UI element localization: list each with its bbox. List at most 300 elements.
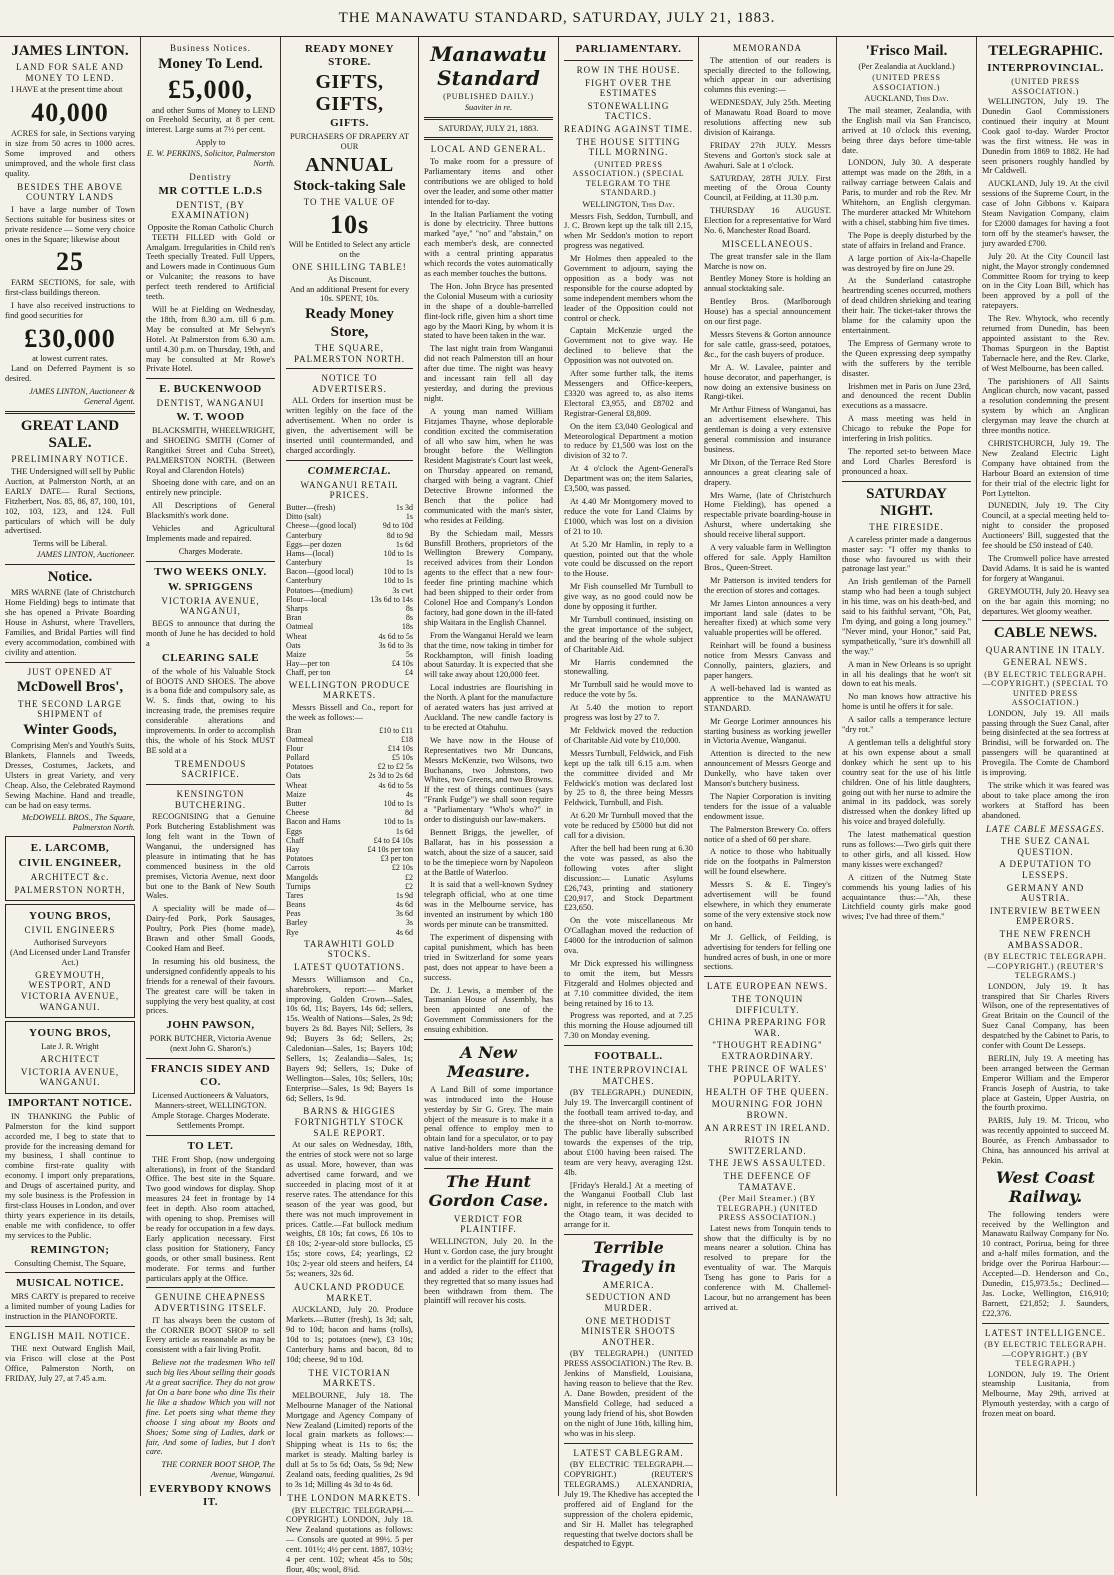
article-paragraph: On the item £3,040 Geological and Meteorological Department a motion to reduce by £1,500 was lost on the division of 32 to 7. [564, 421, 693, 461]
article-paragraph: Mrs Warne, (late of Christchurch Home Fielding), has opened a respectable private boarding-house in Ashurst, where undertaking she should receive liberal support. [704, 490, 831, 540]
fireside-head: THE FIRESIDE. [869, 522, 944, 533]
sub-heading: INTERVIEW BETWEEN EMPERORS. [989, 905, 1102, 927]
article-paragraph: Mr Harris condemned the stonewalling. [564, 657, 693, 677]
item-name: Eggs—per dozen [286, 539, 342, 549]
article-paragraph: A well-behaved lad is wanted as apprentice to the MANAWATU STANDARD. [704, 683, 831, 713]
tragedy-sub-2: ONE METHODIST MINISTER SHOOTS ANOTHER. [581, 1315, 676, 1347]
discount-text: As Discount. [327, 274, 372, 284]
table-row [286, 891, 413, 900]
table-row [286, 632, 413, 641]
latest-intelligence-text: LONDON, July 19. The Orient steamship Lusitania, from Melbourne, May 29th, arrived at Plymouth yesterday, with a cargo of frozen meat on board. [982, 1369, 1109, 1419]
divider [564, 1045, 693, 1046]
spriggens-text: BEGS to announce that during the month of June he has decided to hold a [146, 618, 275, 648]
table-row [286, 659, 413, 668]
item-price: £5 10s [391, 753, 413, 763]
item-name: Bacon—(good local) [286, 567, 354, 577]
item-price: 3s cwt [392, 585, 413, 595]
article-paragraph: The experiment of dispensing with capital punishment, which has been tried in Switzerland for some years past, does not appear to have been a success. [424, 933, 553, 982]
divider [424, 117, 553, 120]
annual-head: ANNUAL [305, 153, 394, 176]
larcomb-ad [5, 836, 135, 901]
article-paragraph: The Hon. John Bryce has presented the Colonial Museum with a curiosity in the shape of a double-barrelled flint-lock rifle, given him a short time ago by the Maori King, by whom it is stated to have been taken in the war. [424, 281, 553, 341]
sub-heading: A DEPUTATION TO LESSEPS. [999, 859, 1092, 881]
produce-table [286, 726, 413, 937]
pawson-sub: PORK BUTCHER, Victoria Avenue (next John G. Sharon's.) [149, 1034, 272, 1054]
parliamentary-sub-3: STONEWALLING TACTICS. [587, 100, 670, 122]
item-price: £18 [401, 734, 413, 744]
notice-advertisers-text: ALL Orders for insertion must be written legibly on the face of the advertisement. When no order is given, the advertisement will be inserted until countermanded, and charged accordingly. [286, 396, 413, 455]
item-price: 3s 6d to 3s [378, 640, 413, 650]
cottle-name: MR COTTLE L.D.S [158, 184, 263, 197]
column-1 [0, 37, 140, 1496]
great-land-sale-head: GREAT LAND SALE. [20, 417, 120, 452]
item-price: £10 to £11 [379, 725, 413, 735]
mcdowell-signature: McDOWELL BROS., The Square, Palmerston North. [21, 813, 135, 833]
table-row [286, 604, 413, 613]
memoranda-items [704, 98, 831, 236]
musical-notice-text: MRS CARTY is prepared to receive a limited number of young Ladies for instruction in the PIANOFORTE. [5, 1292, 135, 1322]
article-paragraph: The Pope is deeply disturbed by the state of affairs in Ireland and France. [842, 230, 971, 250]
column-7 [836, 37, 976, 1496]
item-price: 9d to 10d [382, 521, 413, 531]
article-paragraph: From the Wanganui Herald we learn that the time, now taking in timber for Rockhampton, will finish loading about Saturday. It is expected that she will take away about 120,000 feet. [424, 630, 553, 680]
article-paragraph: Attention is directed to the new announcement of Messrs George and Dunkelly, who have taken over Manson's butchery business. [704, 749, 831, 789]
tragedy-sub: SEDUCTION AND MURDER. [585, 1292, 672, 1314]
cable-news-sub-2: GENERAL NEWS. [1003, 657, 1088, 668]
larcomb-place: PALMERSTON NORTH, [14, 884, 126, 895]
produce-head: WELLINGTON PRODUCE MARKETS. [288, 679, 411, 701]
article-paragraph: A notice to those who habitually ride on the footpaths in Palmerston will be found elsewhere. [704, 847, 831, 877]
article-paragraph: In the Italian Parliament the voting is done by electricity. Three buttons marked "aye," "no" and "abstain," on each member's desk, are connected with a central printing apparatus which records the votes automatically as each member touches the buttons. [424, 209, 553, 279]
item-name: Peas [286, 909, 301, 919]
cable-news-sub: QUARANTINE IN ITALY. [985, 644, 1106, 655]
article-paragraph: A mass meeting was held in Chicago to rebuke the Pope for interfering in Irish politics. [842, 414, 971, 444]
parliamentary-body [564, 212, 693, 1042]
cheapness-poem: Believe not the tradesmen Who tell such big lies About selling their goods At a great sacrifice. They do not grow fat On a bare bone who dine Tis their lie like a shadow Which you will not fine. Let poets sing what theme they choose I sing about my Boots and Shoes; Some sing of Ladies, dark or fair, And some of ladies, but I don't care. [146, 1358, 275, 1457]
item-name: Hay—per ton [286, 659, 330, 669]
ready-money-store-address: THE SQUARE, PALMERSTON NORTH. [294, 342, 405, 364]
item-price: 18s [401, 622, 413, 632]
item-name: Turnips [286, 881, 311, 891]
table-row [286, 873, 413, 882]
article-paragraph: The Palmerston Brewery Co. offers notice of a shed of 60 per share. [704, 824, 831, 844]
select-text: Will be Entitled to Select any article on the [288, 240, 411, 260]
item-price: £2 to £2 5s [377, 762, 413, 772]
gifts-text: PURCHASERS OF DRAPERY AT OUR [289, 131, 410, 151]
item-name: Canterbury [286, 530, 322, 540]
article-paragraph: A very valuable farm in Wellington offered for sale. Apply Hamilton Bros., Queen-Street. [704, 543, 831, 572]
table-row [286, 531, 413, 540]
table-row [286, 613, 413, 622]
hunt-gordon-head: The Hunt Gordon Case. [428, 1172, 549, 1210]
frisco-mail-head: 'Frisco Mail. [865, 43, 948, 59]
article-paragraph: A large portion of Aix-la-Chapelle was destroyed by fire on June 29. [842, 253, 971, 273]
item-price: 10d to 1s [383, 799, 413, 809]
victorian-markets-text: MELBOURNE, July 18. The Melbourne Manager of the National Mortgage and Agency Company of New Zealand (Limited) reports of the local grain markets as follows:— Shipping wheat is 11s to 6s; the market is steady. Malting barley is dull at 5s to 5s 6d; Oats, 5s 9d; New Zealand oats, feeding qualities, 2s 9d to 3s 1d; Milling 4s 3d to 4s 6d. [286, 1390, 413, 1490]
item-name: Carrots [286, 863, 310, 873]
column-8 [976, 37, 1114, 1496]
item-name: Rye [286, 927, 299, 937]
linton-acres-num: 40,000 [31, 98, 109, 128]
article-paragraph: Local industries are flourishing in the North. A plant for the manufacture of aerated waters has just arrived at Auckland. The new candle factory is to be erected at Otahuhu. [424, 683, 553, 732]
article-paragraph: DUNEDIN, July 19. The City Council, at a special meeting held to-night to consider the proposed Auctioneers' Bill, suggested that the fee should be £50 instead of £40. [982, 501, 1109, 551]
article-paragraph: Mr A. W. Lavalee, painter and house decorator, and paperhanger, is now doing an extensive business on Rangi-tikei. [704, 362, 831, 402]
money-to-lend-head: Money To Lend. [158, 55, 263, 72]
divider [982, 620, 1109, 621]
linton-money-intro: I have also received instructions to find good securities for [5, 300, 135, 320]
cheapness-text: IT has always been the custom of the CORNER BOOT SHOP to sell Every article as reasonable as may be consistent with a fair living Profit. [146, 1315, 275, 1355]
divider [564, 1443, 693, 1444]
tremendous-sacrifice: TREMENDOUS SACRIFICE. [174, 758, 247, 780]
article-paragraph: Reinhart will be found a business notice from Messrs Canvass and Connolly, painters, glaziers, and paper hangers. [704, 641, 831, 680]
article-paragraph: Bentley Bros. (Marlborough House) has a special announcement on our first page. [704, 297, 831, 327]
table-row [286, 744, 413, 753]
divider [146, 378, 275, 379]
article-paragraph: Bentley Money Store is holding an annual stocktaking sale. [704, 274, 831, 294]
table-row [286, 586, 413, 595]
article-paragraph: Dr. J. Lewis, a member of the Tasmanian House of Assembly, has been appointed one of the Government Commissioners for the ensuing exhibition. [424, 985, 553, 1035]
divider [146, 1058, 275, 1059]
masthead-title: THE MANAWATU STANDARD, SATURDAY, JULY 21, 1883. [338, 10, 776, 26]
article-paragraph: Progress was reported, and at 7.25 this morning the House adjourned till 7.30 on Monday evening. [564, 1011, 693, 1041]
telegraphic-head: TELEGRAPHIC. [988, 43, 1103, 59]
west-coast-railway-head: West Coast Railway. [996, 1167, 1095, 1206]
table-row [286, 790, 413, 799]
table-row [286, 827, 413, 836]
table-row [286, 781, 413, 790]
spriggens-name: W. SPRIGGENS [167, 580, 254, 593]
football-head: FOOTBALL. [594, 1050, 663, 1063]
article-paragraph: The mail steamer, Zealandia, with the English mail via San Francisco, arrived at 10 o'clock this evening, being three days before time-table date. [842, 105, 971, 155]
column-5 [558, 37, 698, 1549]
notice-head: Notice. [47, 569, 93, 586]
table-row [286, 882, 413, 891]
cottle-sub: DENTIST, (BY EXAMINATION) [171, 199, 250, 221]
item-price: 4s 6d to 5s [378, 631, 413, 641]
young-bros-name: YOUNG BROS, [29, 910, 111, 923]
late-cable-head: LATE CABLE MESSAGES. [986, 823, 1105, 834]
mcdowell-name: McDowell Bros', [16, 679, 124, 696]
gifts-head-2: GIFTS. [330, 116, 369, 129]
football-sub: THE INTERPROVINCIAL MATCHES. [568, 1065, 689, 1086]
article-paragraph: AUCKLAND, July 19. At the civil sessions of the Supreme Court, in the case of John Gibbons v. Kaipara Steam Navigation Company, claim for £2000 damages for having a foot torn off by the steamer's hawser, the jury awarded £700. [982, 179, 1109, 248]
article-paragraph: Mr Arthur Fitness of Wanganui, has an advertisement elsewhere. This gentleman is doing a very extensive general commission and insurance business. [704, 405, 831, 454]
column-3 [280, 37, 418, 1574]
article-paragraph: Mr Dixon, of the Terrace Red Store announces a great clearing sale of drapery. [704, 457, 831, 487]
item-price: 8s [405, 604, 413, 614]
divider [564, 60, 693, 61]
memoranda-item: FRIDAY 27th JULY. Messrs Stevens and Gorton's stock sale at Awahuri. Sale at 1 o'clock. [704, 140, 831, 170]
item-price: 1s [405, 512, 413, 522]
table-row [286, 799, 413, 808]
money-amount: £5,000, [168, 74, 253, 104]
berlin-text: BERLIN, July 19. A meeting has been arranged between the German Emperor William and the Emperor Francis Joseph of Austria, to take place at Gastein, Upper Austria, on the fourth proximo. [982, 1053, 1109, 1113]
memoranda-text: The attention of our readers is specially directed to the following, which appear in our advertising columns this evening:— [704, 55, 831, 95]
miscellaneous-head: MISCELLANEOUS. [721, 239, 814, 250]
barns-head: BARNS & HIGGIES FORTNIGHTLY STOCK SALE REPORT. [294, 1106, 405, 1138]
memoranda-item: WEDNESDAY, July 25th. Meeting of Manawatu Road Board to move resolutions affecting new sub division of Kairanga. [704, 98, 831, 137]
wood-text-3: All Descriptions of General Blacksmith's work done. [146, 501, 275, 521]
article-paragraph: By the Schiedam mail, Messrs Bunsfill Brothers, proprietors of the Wellington Brewery Company, received advices from their London agents to the effect that a new four-feeder fine printing machine which had been shipped to their order from Colonel Hoe and Company's London factory, had gone down in the ill-fated ship Waitara in the English Channel. [424, 528, 553, 627]
local-general-head: LOCAL AND GENERAL. [430, 144, 547, 155]
divider [5, 411, 135, 414]
article-paragraph: Mr Turnbull said he would move to reduce the vote by 5s. [564, 680, 693, 700]
corner-boot-shop-signature: THE CORNER BOOT SHOP, The Avenue, Wanganui. [161, 1460, 275, 1480]
article-paragraph: LONDON, July 30. A desperate attempt was made on the 28th, in a railway carriage between Calais and Paris, to murder and rob the Rev. Mr Whitehorn, an English clergyman. The murderer attacked Mr Whitehorn with a chisel, stabbing him five times. [842, 158, 971, 227]
item-price: 5s [405, 649, 413, 659]
item-price: 3s 6d [395, 909, 413, 919]
sub-heading: THE JEWS ASSAULTED. [709, 1158, 826, 1169]
sub-heading: AN ARREST IN IRELAND. [704, 1122, 831, 1133]
item-price: 1s 6d [395, 826, 413, 836]
item-name: Sharps [286, 604, 308, 614]
article-paragraph: At the Sunderland catastrophe heartrending scenes occurred, mothers of dead children shrieking and tearing their hair. The ticket-taker throws the blame for the calamity upon the entertainment. [842, 276, 971, 335]
sub-heading: THE PRINCE OF WALES' POPULARITY. [707, 1063, 828, 1085]
business-notices-label: Business Notices. [170, 43, 251, 53]
musical-notice-head: MUSICAL NOTICE. [16, 1277, 124, 1290]
linton-money-rate: at lowest current rates. [32, 354, 108, 364]
cable-news-credit: (BY ELECTRIC TELEGRAPH.—COPYRIGHT.) (SPECIAL TO UNITED PRESS ASSOCIATION.) [982, 669, 1109, 708]
divider [5, 1326, 135, 1327]
item-name: Pollard [286, 753, 310, 763]
gifts-head: GIFTS, GIFTS, [315, 70, 384, 115]
article-paragraph: A sailor calls a temperance lecture "dry rot." [842, 715, 971, 735]
item-name: Flour—local [286, 594, 327, 604]
tragedy-head: Terrible Tragedy in [581, 1238, 676, 1276]
mcdowell-desc: Comprising Men's and Youth's Suits, Blankets, Flannels and Tweeds, Dresses, Costumes, Jackets, and Ulsters in great Variety, and very Cheap. Also, the Celebrated Raymond Sewing Machine. Hand and treadle, can be had on easy terms. [5, 741, 135, 810]
article-paragraph: The Cromwell police have arrested David Adams. It is said he is wanted for forgery at Wanganui. [982, 553, 1109, 583]
item-name: Canterbury [286, 558, 322, 568]
two-weeks-head: TWO WEEKS ONLY. [154, 565, 267, 578]
item-name: Ditto (salt) [286, 512, 321, 522]
great-land-sale-sub: PRELIMINARY NOTICE. [11, 454, 129, 465]
article-paragraph: Messrs Fish, Seddon, Turnbull, and J. C. Brown kept up the talk till 2.15, when Mr Seddon's motion to report progress was negatived. [564, 211, 693, 251]
francis-sidey-text-3: Settlements Prompt. [176, 1120, 245, 1130]
young-bros-engineers-ad [5, 904, 135, 1018]
item-name: Bran [286, 725, 302, 735]
article-paragraph: A man in New Orleans is so upright in all his dealings that he won't sit down to eat his meals. [842, 659, 971, 689]
late-cable-text: LONDON, July 19. It has transpired that Sir Charles Rivers Wilson, one of the representatives of Great Britain on the Council of the Suez Canal Company, has been despatched by the Cabinet to Paris, to confer with Count De Lesseps. [982, 981, 1109, 1051]
article-paragraph: Mr Fish counselled Mr Turnbull to give way, as no good could now be done by opposing it further. [564, 582, 693, 612]
table-row [286, 540, 413, 549]
item-price: 4s [405, 789, 413, 799]
newspaper-page [0, 37, 1114, 1574]
divider [842, 481, 971, 482]
football-friday: [Friday's Herald.] At a meeting of the Wanganui Football Club last night, in reference to the match with the Otago team, it was decided to arrange for it. [564, 1180, 693, 1230]
item-price: £4 [405, 668, 413, 678]
item-name: Bacon and Hams [286, 817, 341, 827]
column-6 [698, 37, 836, 1496]
article-paragraph: WELLINGTON, July 19. The Dunedin Gaol Commissioners continued their inquiry at Mount Cook gaol to-day. Warder Proctor was the first witness. He was in Dunedin from 1869 to 1882. He had seen prisoners roughly handled by Mr Caldwell. [982, 97, 1109, 176]
miscellaneous-body [704, 252, 831, 973]
mcdowell-intro: JUST OPENED AT [27, 666, 113, 677]
auckland-produce-text: AUCKLAND, July 20. Produce Markets.—Butter (fresh), 1s 3d; salt, 9d to 10d; bacon and hams (rolls), 10d to 1s; potatoes (new), £3 10s; Canterbury hams and bacon, 8d to 10d; cheese, 9d to 10d. [286, 1305, 413, 1364]
table-row [286, 863, 413, 872]
item-name: Potatoes [286, 854, 314, 864]
linton-text: I HAVE at the present time about [11, 85, 123, 95]
francis-sidey-name: FRANCIS SIDEY AND CO. [150, 1063, 271, 1089]
item-name: Cheese—(good local) [286, 521, 356, 531]
london-markets-head: THE LONDON MARKETS. [287, 1492, 412, 1503]
item-price: 10d to 1s [383, 548, 413, 558]
saturday-night-head: SATURDAY NIGHT. [866, 485, 947, 519]
gold-stocks-sub: LATEST QUOTATIONS. [293, 962, 406, 973]
young-bros-architect-ad [5, 1021, 135, 1094]
article-paragraph: The Napier Corporation is inviting tenders for the issue of a valuable endowment issue. [704, 791, 831, 821]
article-paragraph: On the vote miscellaneous Mr O'Callaghan moved the reduction of £4000 for the introduction of salmon ova. [564, 916, 693, 956]
telegraphic-body [982, 97, 1109, 616]
table-row [286, 726, 413, 735]
sub-heading: GERMANY AND AUSTRIA. [1006, 882, 1085, 904]
auckland-produce-head: AUCKLAND PRODUCE MARKET. [294, 1281, 405, 1303]
divider [146, 1135, 275, 1136]
article-paragraph: Mr James Linton announces a very important land sale (dates to be hereafter fixed) at which some very valuable properties will be offered. [704, 598, 831, 638]
paris-text: PARIS, July 19. M. Tricou, who was recently appointed to succeed M. Bourée, as French Ambassador to China, has announced his arrival at Pekin. [982, 1116, 1109, 1166]
table-row [286, 762, 413, 771]
young-bros-title: CIVIL ENGINEERS [24, 925, 116, 936]
notice-text: MRS WARNE (late of Christchurch Home Fielding) begs to intimate that she has opened a Private Boarding House in Ashurst, where Travellers, Families, and Bridal Parties will find every accommodation, combined with civility and attention. [5, 588, 135, 657]
sub-heading: HEALTH OF THE QUEEN. [705, 1086, 830, 1097]
column-2 [140, 37, 280, 1509]
item-price: 1s 6d [395, 539, 413, 549]
item-price: £4 10s [391, 659, 413, 669]
sub-heading: "THOUGHT READING" EXTRAORDINARY. [712, 1040, 823, 1061]
article-paragraph: Messrs Turnbull, Feldwick, and Fish kept up the talk till 6.15 a.m. when the committee divided and Mr Feldwick's motion was declared lost by 25 to 8, the three being Messrs Feldwick, Turnbull, and Fish. [564, 748, 693, 808]
pawson-name: JOHN PAWSON, [166, 1019, 255, 1032]
item-name: Eggs [286, 826, 302, 836]
article-paragraph: Mr Feldwick moved the reduction of Charitable Aid vote by £10,000. [564, 726, 693, 745]
item-price: 1s [405, 558, 413, 568]
sub-heading: CHINA PREPARING FOR WAR. [708, 1017, 827, 1038]
tragedy-head-2: AMERICA. [602, 1279, 655, 1290]
article-paragraph: After some further talk, the items Messengers and Office-keepers, £3320 was agreed to, as also items Electoral £3,955, and £8702 and Registrar-General £8,809. [564, 369, 693, 418]
late-european-subheads [704, 994, 831, 1192]
saturday-night-body [842, 535, 971, 923]
article-paragraph: Mr Patterson is invited tenders for the erection of stores and cottages. [704, 575, 831, 595]
late-european-text: Latest news from Tonquin tends to show that the difficulty is by no means nearer a solution. China has resolved to prepare for the eventuality of war. The Marquis Tseng has gone to Paris for a conference with M. Challemel-Lacour, but no arrangement has been arrived at. [704, 1223, 831, 1312]
linton-deferred: Land on Deferred Payment is so desired. [5, 364, 135, 384]
important-notice-head: IMPORTANT NOTICE. [7, 1096, 133, 1109]
table-row [286, 771, 413, 780]
item-name: Oatmeal [286, 622, 314, 632]
parliamentary-sub-1: ROW IN THE HOUSE. [576, 64, 681, 75]
item-name: Oatmeal [286, 734, 314, 744]
parliamentary-credit: (UNITED PRESS ASSOCIATION.) (SPECIAL TELEGRAM TO THE STANDARD.) [572, 159, 685, 198]
produce-intro: Messrs Bissell and Co., report for the week as follows:— [286, 702, 413, 722]
sub-heading: RIOTS IN SWITZERLAND. [728, 1135, 807, 1156]
article-paragraph: The great transfer sale in the Ilam Marche is now on. [704, 251, 831, 271]
article-paragraph: Mr Holmes then appealed to the Government to adjourn, saying the opposition as a body was not responsible for the course adopted by some independent members whom the leader of the Opposition could not control or check. [564, 254, 693, 323]
cable-news-text-2: The strike which it was feared was about to take place among the iron workers at Stafford has been abandoned. [982, 780, 1109, 820]
article-paragraph: At 5.20 Mr Hamlin, in reply to a question, pointed out that the whole vote could be discussed on the report to the House. [564, 539, 693, 579]
item-price: 2s 3d to 2s 6d [368, 771, 413, 781]
tragedy-text: (BY TELEGRAPH.) (UNITED PRESS ASSOCIATION.) The Rev. B. Jenkins of Mansfield, Louisiana, having reason to believe that the Rev. A. Dane Bowden, president of the Mansfield College, had seduced a young lady friend of his, shot Bowden on the night of June 16th, killing him, who was in his sleep. [564, 1349, 693, 1438]
item-name: Maize [286, 649, 306, 659]
divider [146, 784, 275, 785]
ten-shillings: 10s [329, 209, 370, 239]
item-price: £14 10s [387, 743, 413, 753]
divider [286, 368, 413, 369]
article-paragraph: The latest mathematical question runs as follows:—Two girls quit there to other girls, and all kissed. How many kisses were exchanged? [842, 830, 971, 869]
item-name: Maize [286, 789, 306, 799]
linton-sections-text: FARM SECTIONS, for sale, with first-class buildings thereon. [5, 278, 135, 297]
divider [564, 1234, 693, 1235]
article-paragraph: The Empress of Germany wrote to the Queen expressing deep sympathy with the sufferers by the terrible disaster. [842, 338, 971, 378]
larcomb-title: CIVIL ENGINEER, [18, 857, 122, 870]
great-land-sale-terms: Terms will be Liberal. [32, 539, 108, 549]
late-european-head: LATE EUROPEAN NEWS. [706, 981, 829, 992]
article-paragraph: At 4.40 Mr Montgomery moved to reduce the vote for Land Claims by £1000, which was lost on a division of 21 to 10. [564, 496, 693, 536]
article-paragraph: At 5.40 the motion to report progress was lost by 27 to 7. [564, 703, 693, 723]
local-general-body [424, 157, 553, 1035]
item-name: Cheese [286, 808, 310, 818]
divider [146, 1287, 275, 1288]
table-row [286, 900, 413, 909]
item-name: Butter [286, 799, 306, 809]
wood-name: W. T. WOOD [176, 410, 245, 423]
parliamentary-sub-2: FIGHT OVER THE ESTIMATES [585, 77, 672, 99]
value-label: TO THE VALUE OF [303, 196, 396, 207]
item-price: £2 [405, 881, 413, 891]
divider [146, 561, 275, 562]
article-paragraph: A young man named William Fitzjames Thayne, whose deplorable condition excited the commiseration of all who saw him, when he was brought before the Wellington Resident Magistrate's Court last week, on Thursday appeared on remand, charged with being a vagrant. Chief Detective Browne informed the Bench that the police had communicated with the man's sister, who resides at Feilding. [424, 406, 553, 525]
butchering-end: In resuming his old business, the undersigned confidently appeals to his friends for a renewal of their favours. The greatest care will be taken in supplying the very best quality, at cost prices. [146, 956, 275, 1016]
article-paragraph: At 6.20 Mr Turnbull moved that the vote be reduced by £5000 but did not call for a division. [564, 811, 693, 841]
article-paragraph: GREYMOUTH, July 20. Heavy sea on the bar again this morning; no departures. Wet gloomy weather. [982, 586, 1109, 616]
equiv-text: And an additional Present for every 10s. SPENT, 10s. [289, 284, 410, 304]
newspaper-nameplate: Manawatu Standard [430, 42, 547, 90]
item-name: Beans [286, 900, 306, 910]
divider [5, 1272, 135, 1273]
sub-heading: THE TONQUIN DIFFICULTY. [731, 993, 804, 1015]
article-paragraph: No man knows how attractive his home is until he offers it for sale. [842, 692, 971, 712]
table-row [286, 567, 413, 576]
item-name: Wheat [286, 631, 307, 641]
money-text: and other Sums of Money to LEND on Freehold Security, at 8 per cent. interest. Large sums at 7½ per cent. [146, 105, 275, 135]
memoranda-item: SATURDAY, 28TH JULY. First meeting of the Oroua County Council, at Feilding, at 11.30 p.m. [704, 173, 831, 203]
item-name: Bran [286, 613, 302, 623]
football-text: (BY TELEGRAPH.) DUNEDIN, July 19. The Invercargill continent of the football team arrived to-day, and the three-shot on North to-morrow. The public have liberally subscribed towards the expenses of the trip, about £100 having been raised. The team are very heavy, averaging 12st. 4lb. [564, 1088, 693, 1177]
table-row [286, 595, 413, 604]
linton-besides: BESIDES THE ABOVE COUNTRY LANDS [17, 181, 123, 203]
parliamentary-sub-4: READING AGAINST TIME. [564, 124, 693, 135]
sub-heading: MOURNING FOR JOHN BROWN. [711, 1099, 824, 1121]
article-paragraph: Irishmen met in Paris on June 23rd, and denounced the recent Dublin executions as a massacre. [842, 381, 971, 411]
parliamentary-head: PARLIAMENTARY. [575, 43, 682, 55]
young-bros-2-title: ARCHITECT [40, 1054, 100, 1065]
article-paragraph: Messrs S. & E. Tingey's advertisement will be found elsewhere, in which they enumerate some of the very extensive stock now on hand. [704, 880, 831, 929]
clearing-sale-text: of the whole of his Valuable Stock of BOOTS AND SHOES. The above is a bona fide and compulsory sale, as W. S. finds that, owing to his increasing trade, the premises require considerable alterations and improvements. In order to accomplish this, the whole of his Stock MUST BE sold at a [146, 666, 275, 755]
cable-news-text: LONDON, July 19. All mails passing through the Suez Canal, after being disinfected at the sea fortress at Brindisi, will be forwarded on. The passengers will be quarantined at Provegila. The Comte de Chambord is improving. [982, 708, 1109, 778]
article-paragraph: The reported set-to between Mace and Lord Charles Beresford is pronounced a hoax. [842, 446, 971, 476]
buckenwood-name: E. BUCKENWOOD [159, 383, 262, 396]
item-price: 1s 3d [395, 502, 413, 512]
larcomb-sub: ARCHITECT &c. [30, 872, 110, 883]
issue-date: SATURDAY, JULY 21, 1883. [438, 123, 539, 133]
latest-cablegram-text: (BY ELECTRIC TELEGRAPH.—COPYRIGHT.) (REUTER'S TELEGRAMS.) ALEXANDRIA, July 19. The Khedive has accepted the proffered aid of England for the suppression of the cholera epidemic, and Sir H. Mallet has telegraphed requesting that twelve doctors shall be despatched to Egypt. [564, 1460, 693, 1549]
article-paragraph: Mr Dick expressed his willingness to omit the item, but Messrs Fitzgerald and Holmes objected and at 7.10 committee divided, the item being retained by 16 to 13. [564, 958, 693, 1008]
item-price: 1s 9d [395, 890, 413, 900]
young-bros-2-text: Late J. R. Wright [41, 1042, 99, 1052]
linton-signature: JAMES LINTON, Auctioneer & General Agent. [29, 387, 135, 407]
victorian-markets-head: THE VICTORIAN MARKETS. [308, 1367, 391, 1389]
table-row [286, 854, 413, 863]
table-row [286, 650, 413, 659]
remington-sub: Consulting Chemist, The Square, [14, 1258, 126, 1268]
sub-heading: THE SUEZ CANAL QUESTION. [1000, 836, 1091, 857]
article-paragraph: A careless printer made a dangerous master say: "I offer my thanks to those who favoured us with their patronage last year." [842, 534, 971, 574]
item-price: 4s 6d [395, 927, 413, 937]
